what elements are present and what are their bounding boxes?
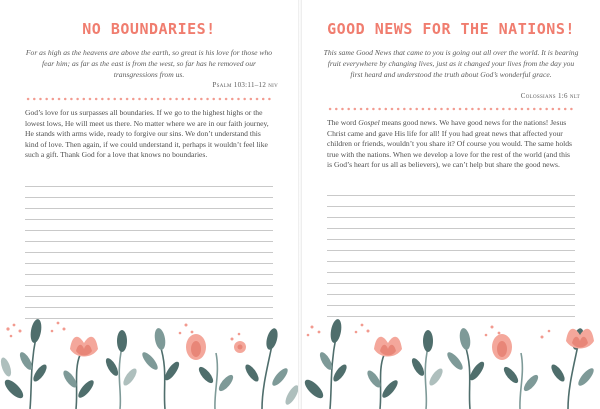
journal-line[interactable] xyxy=(25,263,273,264)
scripture-reference: Colossians 1:6 nlt xyxy=(520,92,580,100)
scripture-verse: For as high as the heavens are above the earth, so great is his love for those who fear him; as far as the east is from the west, so far has he removed our transgressions from us. xyxy=(25,48,273,79)
journal-line[interactable] xyxy=(327,195,575,196)
journal-line[interactable] xyxy=(327,228,575,229)
journal-line[interactable] xyxy=(25,285,273,286)
journal-line[interactable] xyxy=(25,197,273,198)
devotional-text: God’s love for us surpasses all boundaries. If we go to the highest highs or the lowest lows, He will meet us there. No matter where we are in our faith journey, He stands with arms wide, ready to forgive our sins. We don’t understand this kind of love. Then again, if we could understand it, perhaps it wouldn’t feel like such a gift. Thank God for a love that knows no boundaries. xyxy=(25,108,269,160)
journal-line[interactable] xyxy=(327,272,575,273)
devotional-text-rest: means good news. We have good news for the nations! Jesus Christ came and gave His life for all! If you had great news that affected your children or friends, wouldn’t you share it? Of course you would. The same holds true with the nations. When we develop a love for the rest of the world (and this is God’s heart for us all as believers), we can’t help but share the good news. xyxy=(327,118,572,170)
leaf-stems xyxy=(330,337,578,409)
pink-flowers xyxy=(374,329,594,360)
journal-line[interactable] xyxy=(327,283,575,284)
leaves xyxy=(302,318,596,401)
journal-line[interactable] xyxy=(327,294,575,295)
journal-line[interactable] xyxy=(25,252,273,253)
page-title: GOOD NEWS FOR THE NATIONS! xyxy=(327,20,575,38)
devotional-text xyxy=(327,118,575,171)
journal-line[interactable] xyxy=(25,230,273,231)
scripture-verse: This same Good News that came to you is going out all over the world. It is bearing fruit everywhere by changing lives, just as it changed your lives from the day you first heard and understood the truth about God’s wonderful grace. xyxy=(323,48,579,79)
journal-line[interactable] xyxy=(327,261,575,262)
journal-line[interactable] xyxy=(25,241,273,242)
floral-border-illustration xyxy=(0,317,298,409)
dotted-divider xyxy=(25,97,273,101)
journal-line[interactable] xyxy=(327,217,575,218)
floral-border-illustration xyxy=(302,317,600,409)
journal-line[interactable] xyxy=(327,239,575,240)
left-page xyxy=(0,0,298,409)
journal-line[interactable] xyxy=(327,305,575,306)
page-title: NO BOUNDARIES! xyxy=(82,20,216,38)
journal-line[interactable] xyxy=(327,250,575,251)
right-page xyxy=(302,0,600,409)
devotional-emphasis: Gospel xyxy=(358,118,380,127)
journal-line[interactable] xyxy=(25,307,273,308)
journal-line[interactable] xyxy=(25,296,273,297)
journal-line[interactable] xyxy=(25,274,273,275)
leaves xyxy=(0,318,298,406)
devotional-text-start: The word xyxy=(327,118,359,127)
journal-line[interactable] xyxy=(25,208,273,209)
scripture-reference: Psalm 103:11–12 niv xyxy=(212,81,278,89)
journal-line[interactable] xyxy=(25,186,273,187)
dotted-divider xyxy=(327,107,575,111)
journal-line[interactable] xyxy=(25,219,273,220)
journal-line[interactable] xyxy=(327,206,575,207)
